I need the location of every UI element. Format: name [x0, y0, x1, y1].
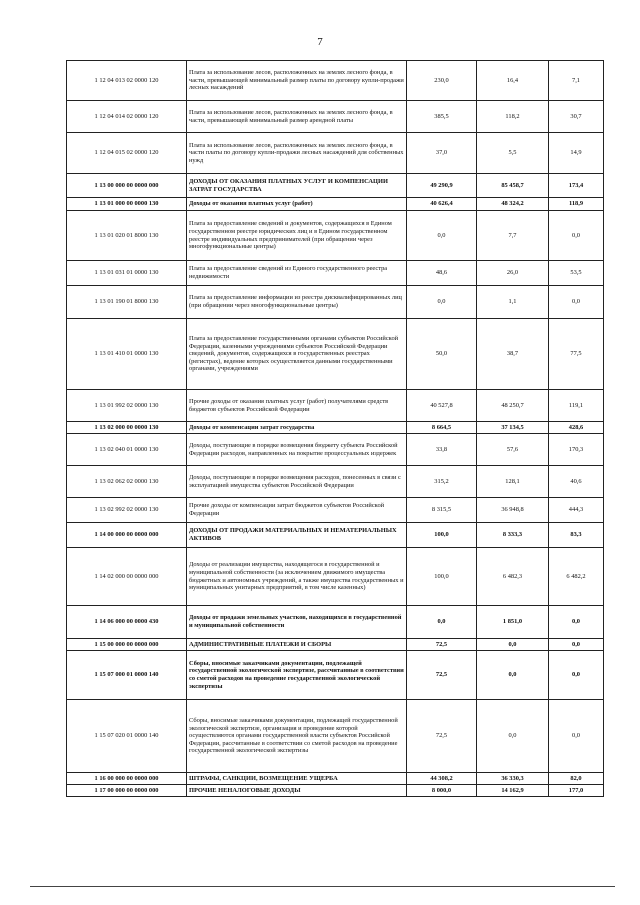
table-row [67, 101, 604, 133]
execution-percent-cell: 444,3 [549, 498, 604, 523]
table-row [67, 286, 604, 319]
executed-amount-cell: 48 324,2 [477, 198, 549, 211]
table-row [67, 198, 604, 211]
table-row [67, 523, 604, 548]
execution-percent-cell: 0,0 [549, 286, 604, 319]
execution-percent-cell: 0,0 [549, 700, 604, 773]
executed-amount-cell: 1,1 [477, 286, 549, 319]
table-row [67, 319, 604, 390]
planned-amount-cell: 8 664,5 [407, 422, 477, 434]
executed-amount-cell: 0,0 [477, 639, 549, 651]
page-number: 7 [317, 36, 323, 48]
execution-percent-cell: 53,5 [549, 261, 604, 286]
revenue-name-cell: Плата за предоставление государственными органами субъектов Российской Федерации, казенными учреждениями субъектов Российской Федерации сведений, документов, содержащихся в государственных реестрах (регистрах), ведение которых осуществляется данными государственными органами, учреждениями [187, 319, 407, 390]
executed-amount-cell: 48 250,7 [477, 390, 549, 422]
revenue-name-cell: Прочие доходы от компенсации затрат бюджетов субъектов Российской Федерации [187, 498, 407, 523]
planned-amount-cell: 50,0 [407, 319, 477, 390]
table-row [67, 434, 604, 466]
revenue-name-cell: ШТРАФЫ, САНКЦИИ, ВОЗМЕЩЕНИЕ УЩЕРБА [187, 773, 407, 785]
planned-amount-cell: 0,0 [407, 606, 477, 639]
executed-amount-cell: 16,4 [477, 61, 549, 101]
planned-amount-cell: 0,0 [407, 211, 477, 261]
execution-percent-cell: 177,0 [549, 785, 604, 797]
revenue-name-cell: Плата за предоставление сведений и документов, содержащихся в Едином государственном реестре юридических лиц и в Едином государственном реестре индивидуальных предпринимателей (при обращении через многофункциональные центры) [187, 211, 407, 261]
classification-code-cell: 1 17 00 000 00 0000 000 [67, 785, 187, 797]
revenue-name-cell: Доходы, поступающие в порядке возмещения расходов, понесенных в связи с эксплуатацией имущества субъектов Российской Федерации [187, 466, 407, 498]
executed-amount-cell: 36 330,3 [477, 773, 549, 785]
execution-percent-cell: 0,0 [549, 606, 604, 639]
classification-code-cell: 1 13 02 000 00 0000 130 [67, 422, 187, 434]
executed-amount-cell: 37 134,5 [477, 422, 549, 434]
planned-amount-cell: 100,0 [407, 523, 477, 548]
executed-amount-cell: 7,7 [477, 211, 549, 261]
planned-amount-cell: 72,5 [407, 651, 477, 700]
executed-amount-cell: 57,6 [477, 434, 549, 466]
execution-percent-cell: 173,4 [549, 174, 604, 198]
table-row [67, 211, 604, 261]
classification-code-cell: 1 13 02 062 02 0000 130 [67, 466, 187, 498]
execution-percent-cell: 119,1 [549, 390, 604, 422]
table-row [67, 700, 604, 773]
planned-amount-cell: 100,0 [407, 548, 477, 606]
revenue-name-cell: Доходы от оказания платных услуг (работ) [187, 198, 407, 211]
planned-amount-cell: 48,6 [407, 261, 477, 286]
table-row [67, 466, 604, 498]
execution-percent-cell: 118,9 [549, 198, 604, 211]
execution-percent-cell: 428,6 [549, 422, 604, 434]
revenue-name-cell: Плата за предоставление сведений из Единого государственного реестра недвижимости [187, 261, 407, 286]
classification-code-cell: 1 15 07 000 01 0000 140 [67, 651, 187, 700]
classification-code-cell: 1 12 04 015 02 0000 120 [67, 133, 187, 174]
table-row [67, 174, 604, 198]
revenue-name-cell: Плата за использование лесов, расположенных на землях лесного фонда, в части платы по договору купли-продажи лесных насаждений для собственных нужд [187, 133, 407, 174]
table-row [67, 785, 604, 797]
planned-amount-cell: 8 000,0 [407, 785, 477, 797]
planned-amount-cell: 40 626,4 [407, 198, 477, 211]
planned-amount-cell: 37,0 [407, 133, 477, 174]
execution-percent-cell: 77,5 [549, 319, 604, 390]
table-row [67, 390, 604, 422]
revenue-name-cell: Доходы от реализации имущества, находящегося в государственной и муниципальной собственности (за исключением движимого имущества бюджетных и автономных учреждений, а также имущества государственных и муниципальных унитарных предприятий, в том числе казенных) [187, 548, 407, 606]
table-body [67, 61, 604, 797]
classification-code-cell: 1 13 01 190 01 8000 130 [67, 286, 187, 319]
revenue-name-cell: ДОХОДЫ ОТ ПРОДАЖИ МАТЕРИАЛЬНЫХ И НЕМАТЕРИАЛЬНЫХ АКТИВОВ [187, 523, 407, 548]
budget-revenue-table [66, 60, 604, 797]
revenue-name-cell: Сборы, вносимые заказчиками документации, подлежащей государственной экологической экспертизе, организация и проведение которой осуществляются органами государственной власти субъектов Российской Федерации, рассчитанные в соответствии со сметой расходов на проведение государственной экологической экспертизы [187, 700, 407, 773]
executed-amount-cell: 36 948,8 [477, 498, 549, 523]
planned-amount-cell: 72,5 [407, 700, 477, 773]
execution-percent-cell: 0,0 [549, 651, 604, 700]
executed-amount-cell: 0,0 [477, 651, 549, 700]
planned-amount-cell: 49 290,9 [407, 174, 477, 198]
execution-percent-cell: 40,6 [549, 466, 604, 498]
revenue-name-cell: АДМИНИСТРАТИВНЫЕ ПЛАТЕЖИ И СБОРЫ [187, 639, 407, 651]
revenue-name-cell: Плата за предоставление информации из реестра дисквалифицированных лиц (при обращении через многофункциональные центры) [187, 286, 407, 319]
executed-amount-cell: 14 162,9 [477, 785, 549, 797]
execution-percent-cell: 30,7 [549, 101, 604, 133]
executed-amount-cell: 5,5 [477, 133, 549, 174]
classification-code-cell: 1 13 01 020 01 8000 130 [67, 211, 187, 261]
table-row [67, 261, 604, 286]
planned-amount-cell: 8 315,5 [407, 498, 477, 523]
planned-amount-cell: 230,0 [407, 61, 477, 101]
planned-amount-cell: 72,5 [407, 639, 477, 651]
executed-amount-cell: 38,7 [477, 319, 549, 390]
classification-code-cell: 1 14 00 000 00 0000 000 [67, 523, 187, 548]
execution-percent-cell: 0,0 [549, 211, 604, 261]
execution-percent-cell: 0,0 [549, 639, 604, 651]
planned-amount-cell: 385,5 [407, 101, 477, 133]
classification-code-cell: 1 13 01 410 01 0000 130 [67, 319, 187, 390]
classification-code-cell: 1 13 01 031 01 0000 130 [67, 261, 187, 286]
planned-amount-cell: 44 308,2 [407, 773, 477, 785]
planned-amount-cell: 33,8 [407, 434, 477, 466]
table-row [67, 133, 604, 174]
revenue-name-cell: Прочие доходы от оказания платных услуг (работ) получателями средств бюджетов субъектов Российской Федерации [187, 390, 407, 422]
execution-percent-cell: 6 482,2 [549, 548, 604, 606]
table-row [67, 422, 604, 434]
table-row [67, 606, 604, 639]
executed-amount-cell: 26,0 [477, 261, 549, 286]
planned-amount-cell: 40 527,8 [407, 390, 477, 422]
execution-percent-cell: 170,3 [549, 434, 604, 466]
revenue-name-cell: Доходы от компенсации затрат государства [187, 422, 407, 434]
executed-amount-cell: 85 458,7 [477, 174, 549, 198]
revenue-name-cell: Плата за использование лесов, расположенных на землях лесного фонда, в части, превышающей минимальный размер платы по договору купли-продажи лесных насаждений [187, 61, 407, 101]
classification-code-cell: 1 13 01 000 00 0000 130 [67, 198, 187, 211]
execution-percent-cell: 7,1 [549, 61, 604, 101]
revenue-name-cell: Доходы от продажи земельных участков, находящихся в государственной и муниципальной собственности [187, 606, 407, 639]
table-row [67, 61, 604, 101]
classification-code-cell: 1 12 04 013 02 0000 120 [67, 61, 187, 101]
revenue-name-cell: ДОХОДЫ ОТ ОКАЗАНИЯ ПЛАТНЫХ УСЛУГ И КОМПЕНСАЦИИ ЗАТРАТ ГОСУДАРСТВА [187, 174, 407, 198]
revenue-name-cell: Плата за использование лесов, расположенных на землях лесного фонда, в части, превышающей минимальный размер арендной платы [187, 101, 407, 133]
revenue-name-cell: ПРОЧИЕ НЕНАЛОГОВЫЕ ДОХОДЫ [187, 785, 407, 797]
executed-amount-cell: 0,0 [477, 700, 549, 773]
classification-code-cell: 1 13 01 992 02 0000 130 [67, 390, 187, 422]
executed-amount-cell: 6 482,3 [477, 548, 549, 606]
classification-code-cell: 1 13 02 040 01 0000 130 [67, 434, 187, 466]
classification-code-cell: 1 14 06 000 00 0000 430 [67, 606, 187, 639]
table-row [67, 498, 604, 523]
classification-code-cell: 1 15 00 000 00 0000 000 [67, 639, 187, 651]
table-row [67, 548, 604, 606]
executed-amount-cell: 8 333,3 [477, 523, 549, 548]
executed-amount-cell: 1 851,0 [477, 606, 549, 639]
page-bottom-rule [30, 886, 615, 887]
table-row [67, 773, 604, 785]
classification-code-cell: 1 16 00 000 00 0000 000 [67, 773, 187, 785]
revenue-name-cell: Сборы, вносимые заказчиками документации, подлежащей государственной экологической экспертизе, рассчитанные в соответствии со сметой расходов на проведение государственной экологической экспертизы [187, 651, 407, 700]
execution-percent-cell: 83,3 [549, 523, 604, 548]
classification-code-cell: 1 12 04 014 02 0000 120 [67, 101, 187, 133]
executed-amount-cell: 128,1 [477, 466, 549, 498]
execution-percent-cell: 14,9 [549, 133, 604, 174]
executed-amount-cell: 118,2 [477, 101, 549, 133]
table-row [67, 639, 604, 651]
classification-code-cell: 1 13 00 000 00 0000 000 [67, 174, 187, 198]
classification-code-cell: 1 15 07 020 01 0000 140 [67, 700, 187, 773]
execution-percent-cell: 82,0 [549, 773, 604, 785]
table-row [67, 651, 604, 700]
classification-code-cell: 1 14 02 000 00 0000 000 [67, 548, 187, 606]
classification-code-cell: 1 13 02 992 02 0000 130 [67, 498, 187, 523]
planned-amount-cell: 0,0 [407, 286, 477, 319]
planned-amount-cell: 315,2 [407, 466, 477, 498]
revenue-name-cell: Доходы, поступающие в порядке возмещения бюджету субъекта Российской Федерации расходов, направленных на покрытие процессуальных издержек [187, 434, 407, 466]
